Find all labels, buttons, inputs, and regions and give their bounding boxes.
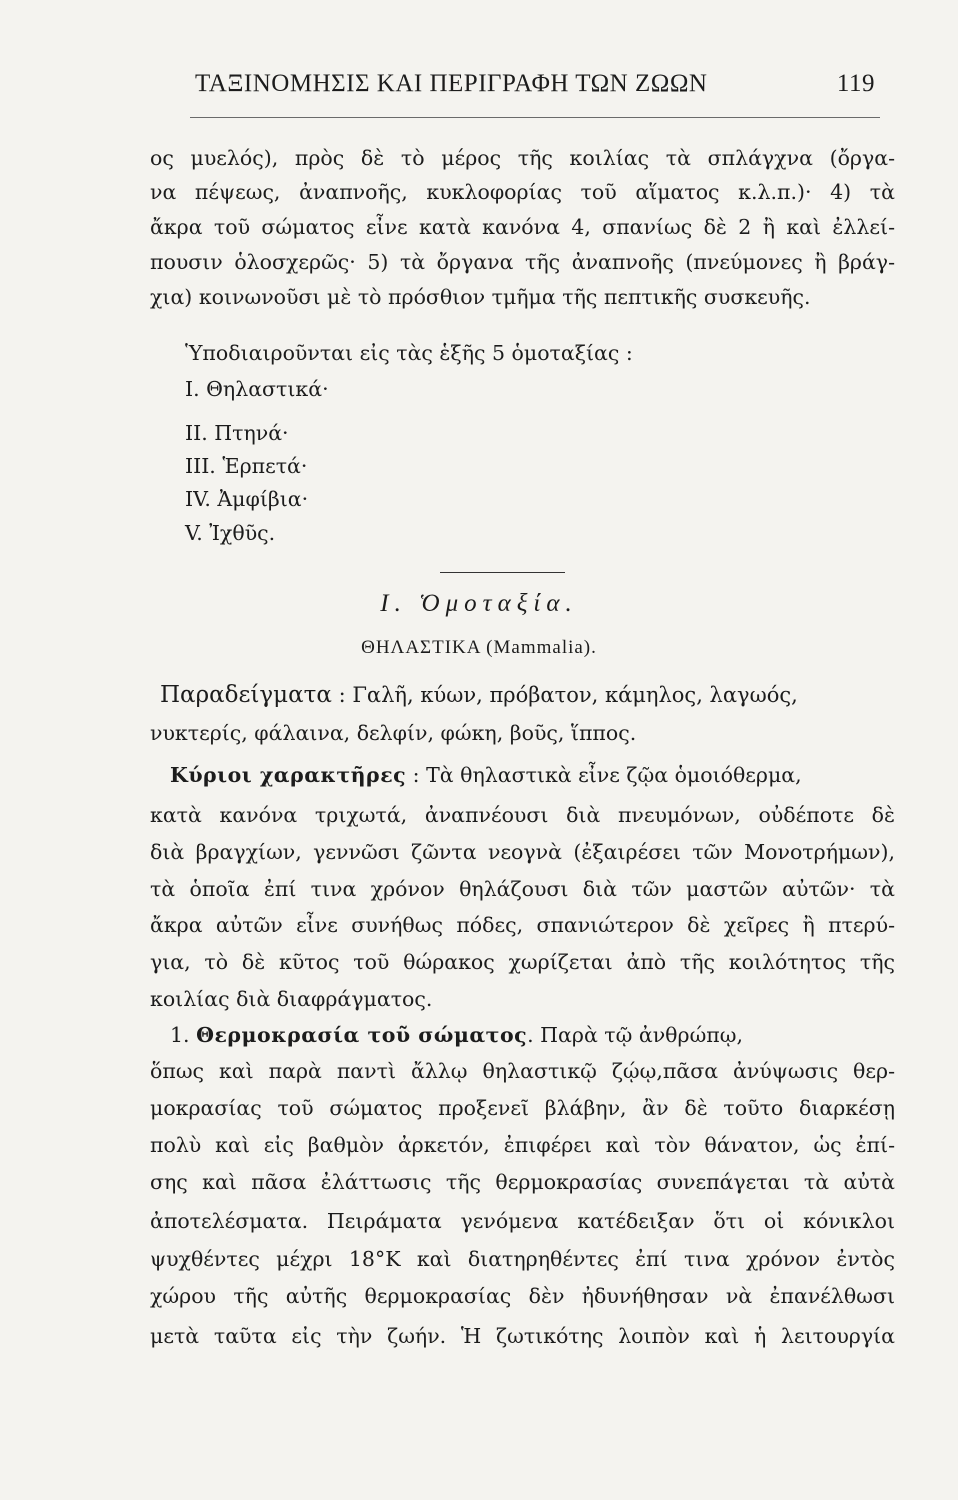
text-line: χια) κοινωνοῦσι μὲ τὸ πρόσθιον τμῆμα τῆς πεπτικῆς συσκευῆς. xyxy=(150,285,811,309)
text-line: χώρου τῆς αὐτῆς θερμοκρασίας δὲν ἠδυνήθησαν νὰ ἐπανέλθωσι xyxy=(150,1284,895,1308)
class-item: III. Ἑρπετά· xyxy=(185,454,308,478)
class-item: I. Θηλαστικά· xyxy=(185,377,329,401)
text-line: ἀποτελέσματα. Πειράματα γενόμενα κατέδειξαν ὅτι οἱ κόνικλοι xyxy=(150,1209,895,1233)
text-line: ὅπως καὶ παρὰ παντὶ ἄλλῳ θηλαστικῷ ζῴῳ,πᾶσα ἀνύψωσις θερ- xyxy=(150,1059,895,1083)
text-line: ος μυελός), πρὸς δὲ τὸ μέρος τῆς κοιλίας τὰ σπλάγχνα (ὄργα- xyxy=(150,146,895,170)
text-line: να πέψεως, ἀναπνοῆς, κυκλοφορίας τοῦ αἵματος κ.λ.π.)· 4) τὰ xyxy=(150,180,895,204)
text-line: για, τὸ δὲ κῦτος τοῦ θώρακος χωρίζεται ἀπὸ τῆς κοιλότητος τῆς xyxy=(150,950,895,974)
temperature-line xyxy=(170,1020,743,1050)
text-line: διὰ βραγχίων, γεννῶσι ζῶντα νεογνὰ (ἐξαιρέσει τῶν Μονοτρήμων), xyxy=(150,840,895,864)
class-item: IV. Ἀμφίβια· xyxy=(185,487,309,511)
text-line: μετὰ ταῦτα εἰς τὴν ζωήν. Ἡ ζωτικότης λοιπὸν καὶ ἡ λειτουργία xyxy=(150,1324,895,1348)
text-line: ψυχθέντες μέχρι 18°Κ καὶ διατηρηθέντες ἐπί τινα χρόνον ἐντὸς xyxy=(150,1247,895,1271)
characters-text: : Τὰ θηλαστικὰ εἶνε ζῷα ὁμοιόθερμα, xyxy=(406,763,802,787)
page-number: 119 xyxy=(836,70,875,97)
section-subtitle: ΘΗΛΑΣΤΙΚΑ (Mammalia). xyxy=(361,637,597,658)
section-separator xyxy=(440,572,565,573)
text-line: πολὺ καὶ εἰς βαθμὸν ἀρκετόν, ἐπιφέρει καὶ τὸν θάνατον, ὡς ἐπί- xyxy=(150,1133,895,1157)
temperature-number: 1. xyxy=(170,1023,190,1047)
running-title: ΤΑΞΙΝΟΜΗΣΙΣ ΚΑΙ ΠΕΡΙΓΡΑΦΗ ΤΩΝ ΖΩΩΝ xyxy=(195,70,708,97)
text-line: σης καὶ πᾶσα ἐλάττωσις τῆς θερμοκρασίας συνεπάγεται τὰ αὐτὰ xyxy=(150,1170,895,1194)
text-line: ἄκρα τοῦ σώματος εἶνε κατὰ κανόνα 4, σπανίως δὲ 2 ἢ καὶ ἐλλεί- xyxy=(150,215,895,239)
examples-label: Παραδείγματα xyxy=(160,682,332,708)
subdivide-line: Ὑποδιαιροῦνται εἰς τὰς ἑξῆς 5 ὁμοταξίας : xyxy=(185,341,633,365)
text-line: πουσιν ὁλοσχερῶς· 5) τὰ ὄργανα τῆς ἀναπνοῆς (πνεύμονες ἢ βράγ- xyxy=(150,250,895,274)
text-line: μοκρασίας τοῦ σώματος προξενεῖ βλάβην, ἂν δὲ τοῦτο διαρκέσῃ xyxy=(150,1096,895,1120)
examples-line xyxy=(160,680,798,710)
characters-label: Κύριοι χαρακτῆρες xyxy=(170,763,407,787)
class-item: II. Πτηνά· xyxy=(185,421,289,445)
header-rule xyxy=(190,117,880,118)
temperature-label: Θερμοκρασία τοῦ σώματος xyxy=(196,1023,528,1047)
text-line: κοιλίας διὰ διαφράγματος. xyxy=(150,987,433,1011)
text-line: νυκτερίς, φάλαινα, δελφίν, φώκη, βοῦς, ἵππος. xyxy=(150,721,637,745)
running-header xyxy=(195,66,875,110)
text-line: ἄκρα αὐτῶν εἶνε συνήθως πόδες, σπανιώτερον δὲ χεῖρες ἢ πτερύ- xyxy=(150,913,895,937)
characters-line xyxy=(170,760,802,790)
temperature-text: . Παρὰ τῷ ἀνθρώπῳ, xyxy=(527,1023,744,1047)
section-title: I. Ὁμοταξία. xyxy=(380,590,578,617)
text-line: τὰ ὁποῖα ἐπί τινα χρόνον θηλάζουσι διὰ τῶν μαστῶν αὐτῶν· τὰ xyxy=(150,877,895,901)
examples-text: : Γαλῆ, κύων, πρόβατον, κάμηλος, λαγωός, xyxy=(331,683,798,707)
text-line: κατὰ κανόνα τριχωτά, ἀναπνέουσι διὰ πνευμόνων, οὐδέποτε δὲ xyxy=(150,803,895,827)
class-item: V. Ἰχθῦς. xyxy=(185,521,276,545)
